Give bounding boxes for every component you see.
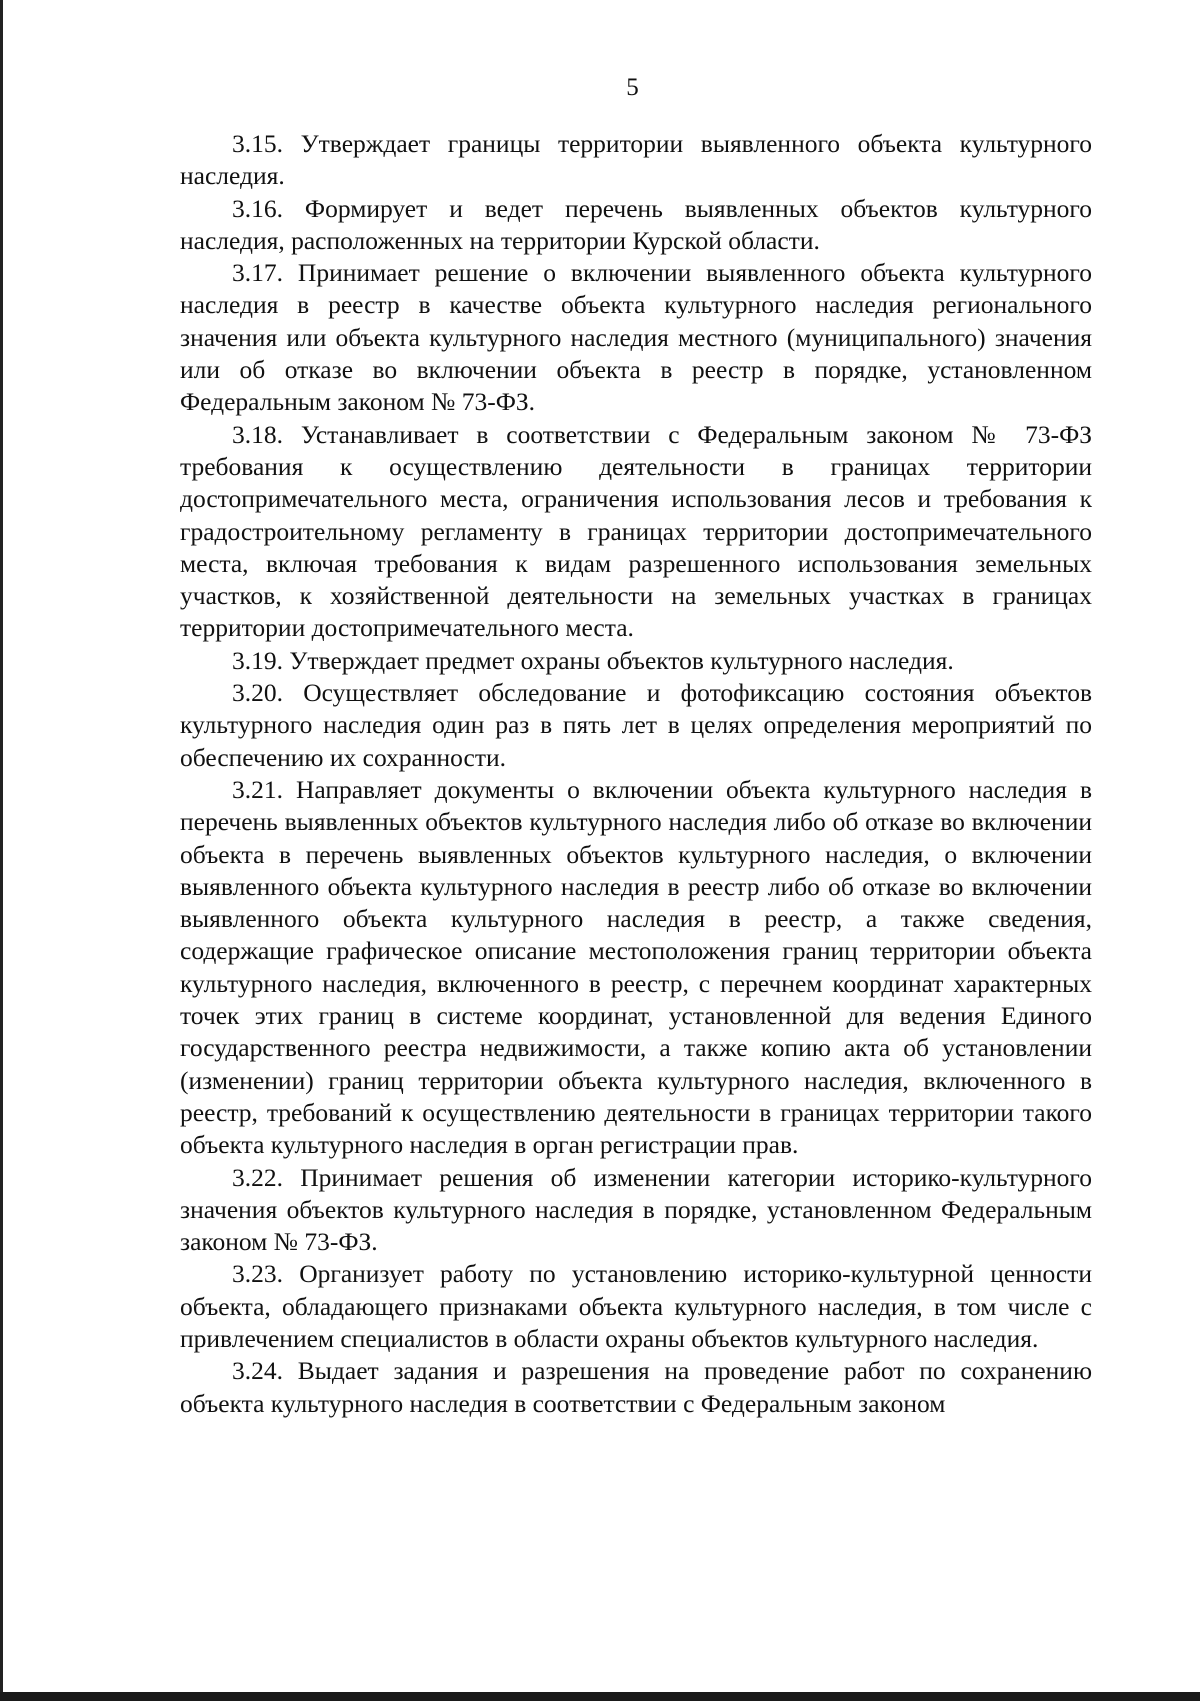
paragraph-3-16: 3.16. Формирует и ведет перечень выявленных объектов культурного наследия, расположенных на территории Курской области.	[180, 193, 1092, 255]
paragraph-3-19: 3.19. Утверждает предмет охраны объектов культурного наследия.	[232, 645, 954, 675]
paragraph-3-21: 3.21. Направляет документы о включении объекта культурного наследия в перечень выявленных объектов культурного наследия либо об отказе во включении объекта в перечень выявленных объектов культурного наследия, о включении выявленного объекта культурного наследия в реестр либо об отказе во включении выявленного объекта культурного наследия в реестр, а также сведения, содержащие графическое описание местоположения границ территории объекта культурного наследия, включенного в реестр, с перечнем координат характерных точек этих границ в системе координат, установленной для ведения Единого государственного реестра недвижимости, а также копию акта об установлении (изменении) границ территории объекта культурного наследия, включенного в реестр, требований к осуществлению деятельности в границах территории такого объекта культурного наследия в орган регистрации прав.	[180, 774, 1092, 1160]
paragraph-3-17: 3.17. Принимает решение о включении выявленного объекта культурного наследия в реестр в качестве объекта культурного наследия регионального значения или объекта культурного наследия местного (муниципального) значения или об отказе во включении объекта в реестр в порядке, установленном Федеральным законом № 73-ФЗ.	[180, 258, 1092, 417]
page-number: 5	[626, 74, 639, 101]
scan-border-bottom	[0, 1692, 1200, 1701]
scan-border-left	[0, 0, 3, 1701]
paragraph-3-18: 3.18. Устанавливает в соответствии с Федеральным законом № 73-ФЗ требования к осуществлению деятельности в границах территории достопримечательного места, ограничения использования лесов и требования к градостроительному регламенту в границах территории достопримечательного места, включая требования к видам разрешенного использования земельных участков, к хозяйственной деятельности на земельных участках в границах территории достопримечательного места.	[180, 419, 1092, 643]
document-body	[180, 128, 1092, 1420]
paragraph-3-23: 3.23. Организует работу по установлению историко-культурной ценности объекта, обладающего признаками объекта культурного наследия, в том числе с привлечением специалистов в области охраны объектов культурного наследия.	[180, 1259, 1092, 1353]
paragraph-3-22: 3.22. Принимает решения об изменении категории историко-культурного значения объектов культурного наследия в порядке, установленном Федеральным законом № 73-ФЗ.	[180, 1162, 1092, 1257]
paragraph-3-24: 3.24. Выдает задания и разрешения на проведение работ по сохранению объекта культурного наследия в соответствии с Федеральным законом	[180, 1356, 1092, 1418]
paragraph-3-15: 3.15. Утверждает границы территории выявленного объекта культурного наследия.	[180, 129, 1092, 191]
paragraph-3-20: 3.20. Осуществляет обследование и фотофиксацию состояния объектов культурного наследия один раз в пять лет в целях определения мероприятий по обеспечению их сохранности.	[180, 678, 1092, 772]
